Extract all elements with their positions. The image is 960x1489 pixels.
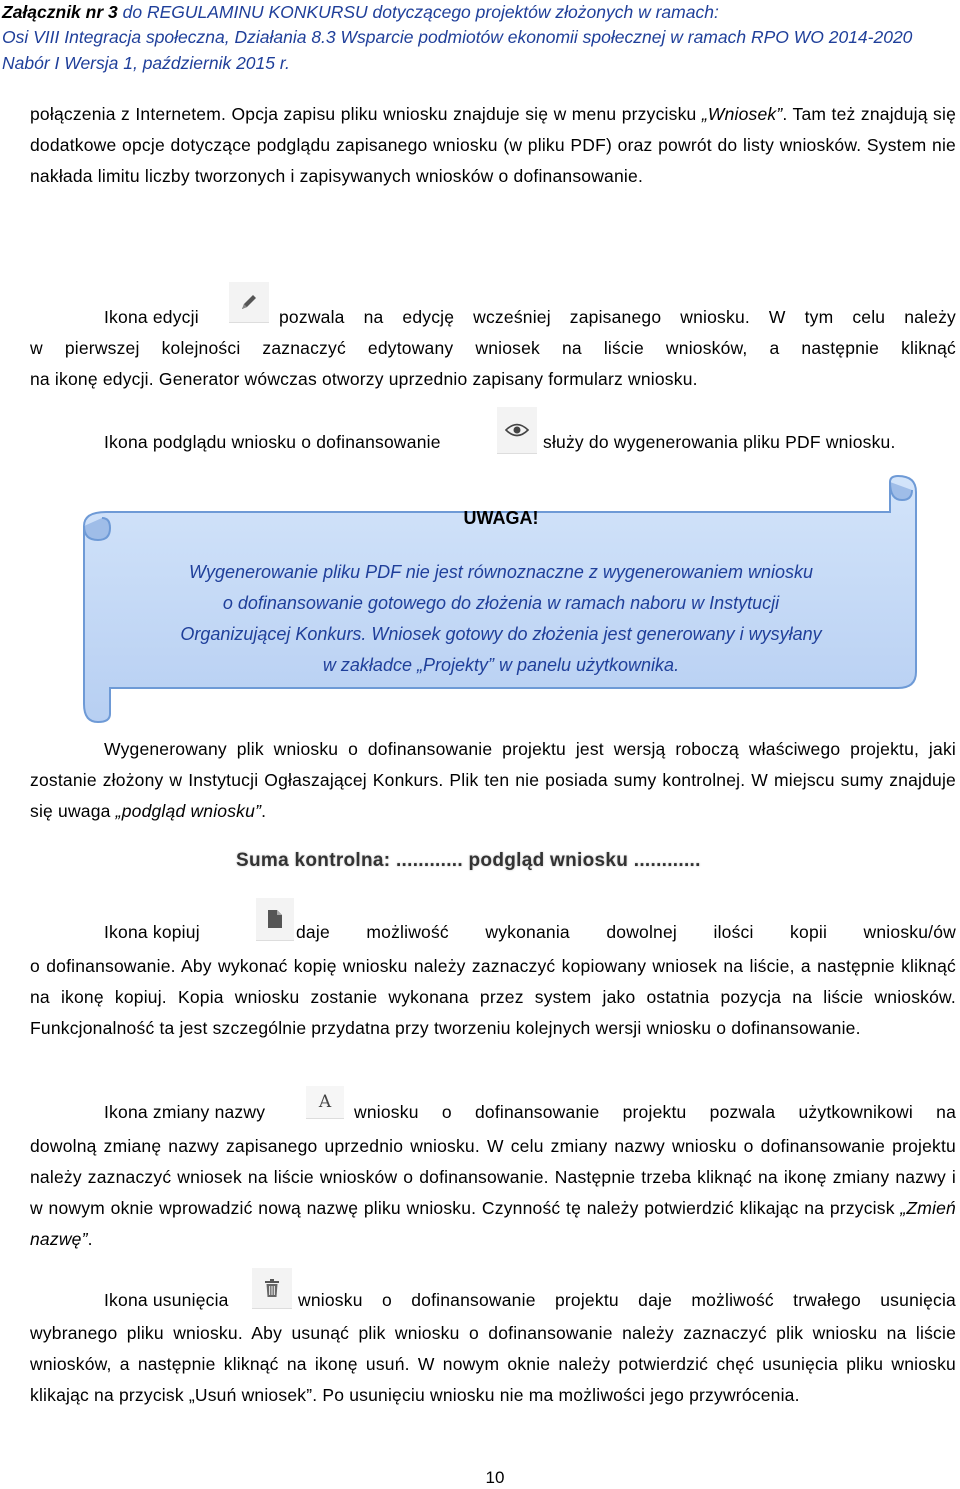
generated-text-1: Wygenerowany plik wniosku o dofinansowanie projektu jest wersją roboczą właściwego projektu, jaki zostanie złożony w Instytucji Ogłaszającej Konkurs. Plik ten nie posiada sumy kontrolnej. W miejscu sumy znajduje się uwaga — [30, 739, 956, 821]
page-number: 10 — [485, 1468, 505, 1487]
copy-label: Ikona kopiuj — [104, 922, 200, 942]
warning-scroll — [80, 474, 922, 724]
rename-icon-glyph: A — [318, 1092, 332, 1112]
rename-icon[interactable] — [306, 1086, 344, 1119]
header-line-2: Osi VIII Integracja społeczna, Działania 8.3 Wsparcie podmiotów ekonomii społecznej w ramach RPO WO 2014-2020 — [2, 27, 913, 47]
rename-italic: „Zmień nazwę” — [30, 1198, 956, 1249]
checksum-image: Suma kontrolna: ............ podgląd wniosku ............ — [236, 850, 701, 871]
intro-text-1: połączenia z Internetem. Opcja zapisu pliku wniosku znajduje się w menu przycisku — [30, 104, 702, 124]
generated-italic: „podgląd wniosku” — [115, 801, 262, 821]
warning-line-3: Organizującej Konkurs. Wniosek gotowy do złożenia jest generowany i wysyłany — [180, 624, 822, 644]
preview-label: Ikona podglądu wniosku o dofinansowanie — [104, 432, 441, 452]
warning-line-4: w zakładce „Projekty” w panelu użytkownika. — [322, 655, 680, 675]
intro-paragraph — [30, 99, 956, 192]
copy-paragraph: o dofinansowanie. Aby wykonać kopię wniosku należy zaznaczyć kopiowany wniosek na liście, a następnie kliknąć na ikonę kopiuj. Kopia wniosku zostanie wykonana przez system jako ostatnia pozycja na liście wniosków. Funkcjonalność ta jest szczególnie przydatna przy tworzeniu kolejnych wersji wniosku o dofinansowanie. — [30, 956, 956, 1038]
header-line-1-rest: do REGULAMINU KONKURSU dotyczącego projektów złożonych w ramach: — [117, 2, 719, 22]
header-annex-label: Załącznik nr 3 — [2, 2, 118, 22]
rename-paragraph — [30, 1131, 956, 1255]
intro-italic: „Wniosek” — [701, 104, 783, 124]
generated-paragraph — [30, 734, 956, 827]
rename-text-1: dowolną zmianę nazwy zapisanego uprzednio wniosku. W celu zmiany nazwy wniosku o dofinansowanie projektu należy zaznaczyć wniosek na liście wniosków o dofinansowanie. Następnie trzeba kliknąć na ikonę zmiany nazwy i w nowym oknie wprowadzić nową nazwę pliku wniosku. Czynność tę należy potwierdzić klikając na przycisk — [30, 1136, 956, 1218]
file-copy-icon[interactable] — [256, 898, 294, 941]
eye-icon[interactable] — [497, 407, 537, 454]
delete-label: Ikona usunięcia — [104, 1290, 229, 1310]
edit-label: Ikona edycji — [104, 307, 199, 327]
header-line-1 — [2, 2, 719, 23]
warning-line-1: Wygenerowanie pliku PDF nie jest równoznaczne z wygenerowaniem wniosku — [189, 562, 813, 582]
intro-text-2: . Tam też znajdują się dodatkowe opcje dotyczące podglądu zapisanego wniosku (w pliku PDF) oraz powrót do listy wniosków. System nie nakłada limitu liczby tworzonych i zapisywanych wniosków o dofinansowanie. — [30, 104, 957, 186]
edit-line-3: na ikonę edycji. Generator wówczas otworzy uprzednio zapisany formularz wniosku. — [30, 369, 698, 389]
delete-paragraph: wybranego pliku wniosku. Aby usunąć plik wniosku o dofinansowanie należy zaznaczyć plik wniosku na liście wniosków, a następnie kliknąć na ikonę usuń. W nowym oknie należy potwierdzić chęć usunięcia pliku wniosku klikając na przycisk „Usuń wniosek”. Po usunięciu wniosku nie ma możliwości jego przywrócenia. — [30, 1323, 956, 1405]
warning-title: UWAGA! — [463, 508, 539, 528]
generated-text-2: . — [261, 801, 267, 821]
trash-icon[interactable] — [252, 1268, 292, 1309]
rename-label: Ikona zmiany nazwy — [104, 1102, 266, 1122]
rename-text-2: . — [87, 1229, 93, 1249]
copy-line-1: daje możliwość wykonania dowolnej ilości kopii wniosku/ów — [296, 922, 956, 942]
edit-line-2: w pierwszej kolejności zaznaczyć edytowany wniosek na liście wniosków, a następnie kliknąć — [30, 338, 956, 358]
preview-text: służy do wygenerowania pliku PDF wniosku. — [543, 432, 896, 452]
warning-line-2: o dofinansowanie gotowego do złożenia w ramach naboru w Instytucji — [222, 593, 780, 613]
pencil-icon[interactable] — [229, 282, 269, 323]
delete-line-1: wniosku o dofinansowanie projektu daje możliwość trwałego usunięcia — [298, 1290, 956, 1310]
header-line-3: Nabór I Wersja 1, październik 2015 r. — [2, 53, 290, 73]
rename-line-1: wniosku o dofinansowanie projektu pozwala użytkownikowi na — [354, 1102, 956, 1122]
edit-line-1: pozwala na edycję wcześniej zapisanego wniosku. W tym celu należy — [279, 307, 956, 327]
